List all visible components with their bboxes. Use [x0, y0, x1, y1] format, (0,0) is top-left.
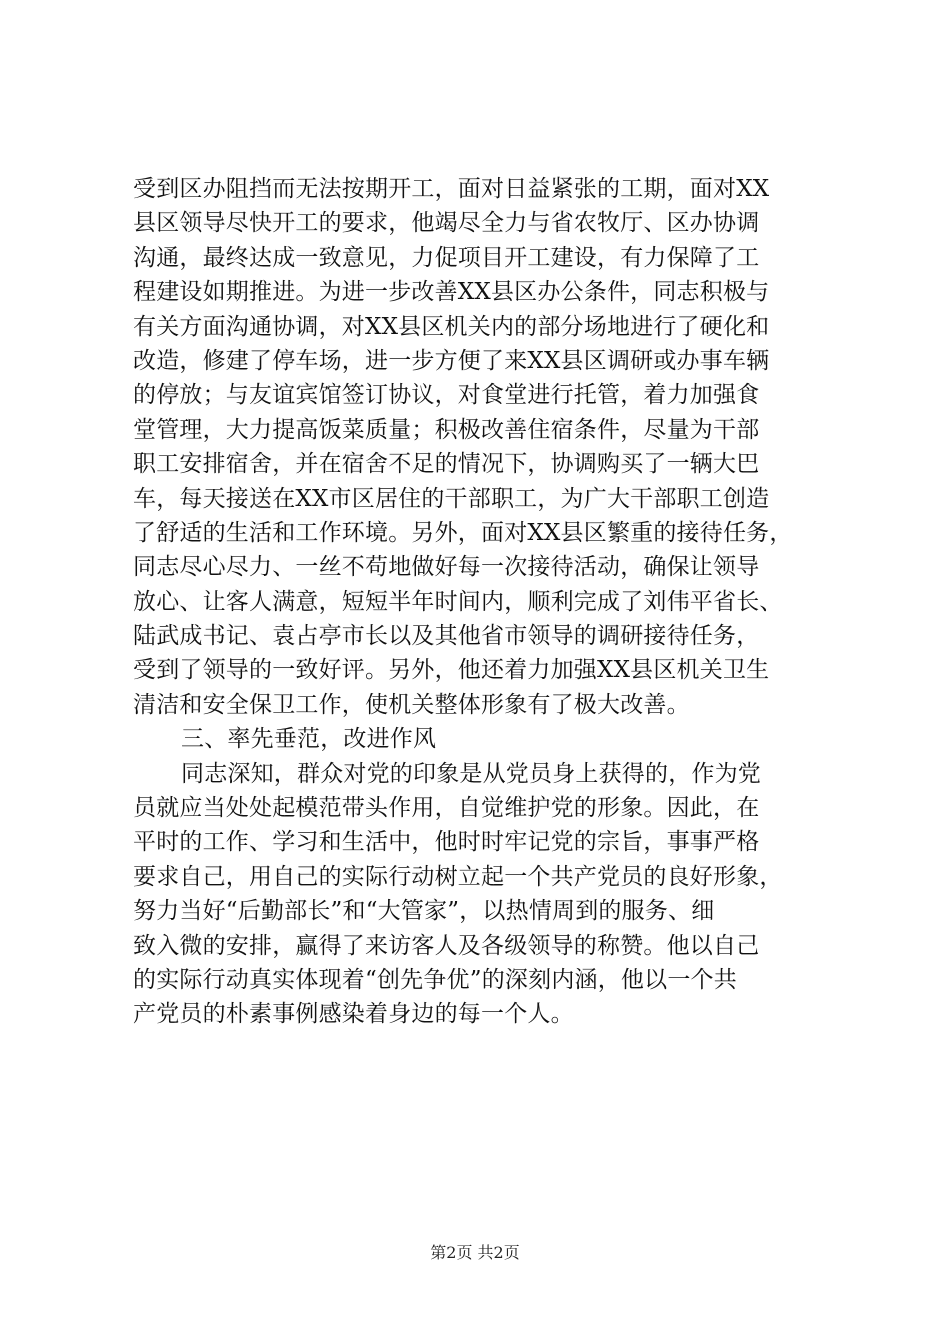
body-text: [133, 172, 853, 1032]
text-line: 程建设如期推进。为进一步改善XX县区办公条件，同志积极与: [133, 279, 770, 306]
text-line: 清洁和安全保卫工作，使机关整体形象有了极大改善。: [133, 691, 690, 718]
text-line: 员就应当处处起模范带头作用，自觉维护党的形象。因此，在: [133, 795, 760, 822]
text-line: 县区领导尽快开工的要求，他竭尽全力与省农牧厅、区办协调: [133, 210, 760, 237]
text-line: 有关方面沟通协调，对XX县区机关内的部分场地进行了硬化和: [133, 313, 770, 340]
text-line: 受到了领导的一致好评。另外，他还着力加强XX县区机关卫生: [133, 657, 770, 684]
text-line: 堂管理，大力提高饭菜质量；积极改善住宿条件，尽量为干部: [133, 416, 760, 443]
text-line: 致入微的安排，赢得了来访客人及各级领导的称赞。他以自己: [133, 932, 760, 959]
text-line: 的实际行动真实体现着“创先争优”的深刻内涵，他以一个共: [133, 966, 737, 993]
text-line: 改造，修建了停车场，进一步方便了来XX县区调研或办事车辆: [133, 347, 770, 374]
text-line: 放心、让客人满意，短短半年时间内，顺利完成了刘伟平省长、: [133, 588, 783, 615]
text-line: 产党员的朴素事例感染着身边的每一个人。: [133, 1001, 574, 1028]
text-line: 的停放；与友谊宾馆签订协议，对食堂进行托管，着力加强食: [133, 382, 760, 409]
text-line: 同志尽心尽力、一丝不苟地做好每一次接待活动，确保让领导: [133, 554, 760, 581]
text-line: 要求自己，用自己的实际行动树立起一个共产党员的良好形象，: [133, 863, 783, 890]
section-heading: 三、率先垂范，改进作风: [181, 726, 437, 753]
text-line: 陆武成书记、袁占亭市长以及其他省市领导的调研接待任务，: [133, 623, 760, 650]
text-line: 沟通，最终达成一致意见，力促项目开工建设，有力保障了工: [133, 244, 760, 271]
text-line: 了舒适的生活和工作环境。另外，面对XX县区繁重的接待任务，: [133, 519, 793, 546]
text-line: 受到区办阻挡而无法按期开工，面对日益紧张的工期，面对XX: [133, 176, 770, 202]
page-footer: [0, 1242, 950, 1264]
text-line: 职工安排宿舍，并在宿舍不足的情况下，协调购买了一辆大巴: [133, 451, 760, 478]
text-line: 车，每天接送在XX市区居住的干部职工，为广大干部职工创造: [133, 485, 770, 512]
text-line: 平时的工作、学习和生活中，他时时牢记党的宗旨，事事严格: [133, 829, 760, 856]
page-number-label: 第2页 共2页: [430, 1243, 520, 1262]
text-line: 同志深知，群众对党的印象是从党员身上获得的，作为党: [181, 760, 761, 787]
text-line: 努力当好“后勤部长”和“大管家”，以热情周到的服务、细: [133, 898, 715, 925]
